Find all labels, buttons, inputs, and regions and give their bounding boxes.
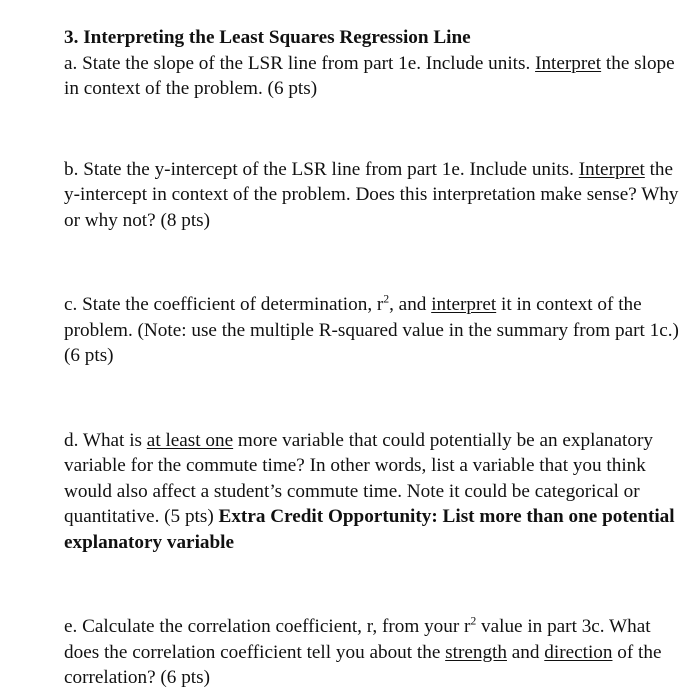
question-b-text-2: the y-intercept in context of the problem. Does this interpretation make sense? Why or why not? (8 pts)	[64, 158, 679, 231]
question-b	[64, 157, 686, 234]
question-c	[64, 292, 686, 369]
question-c-text-3: it in context of the problem. (Note: use the multiple R-squared value in the summary from part 1c.) (6 pts)	[64, 294, 679, 366]
question-c-underlined: interpret	[431, 294, 497, 315]
question-a-underlined: Interpret	[535, 52, 602, 74]
question-e-text-3: and	[506, 641, 545, 663]
question-d-extra-credit: Extra Credit Opportunity: List more than one potential explanatory variable	[64, 506, 675, 553]
question-a-text-2: the slope in context of the problem. (6 pts)	[64, 52, 675, 99]
question-a	[64, 51, 686, 102]
question-a-text-1: a. State the slope of the LSR line from part 1e. Include units.	[64, 52, 536, 74]
question-e-text-4: of the correlation? (6 pts)	[64, 641, 662, 688]
question-e-superscript: 2	[470, 615, 477, 628]
question-b-underlined: Interpret	[578, 158, 645, 180]
worksheet-section	[64, 25, 686, 691]
section-heading: 3. Interpreting the Least Squares Regression Line	[64, 27, 471, 48]
question-c-text-1: c. State the coefficient of determination, r	[64, 294, 384, 315]
question-b-text-1: b. State the y-intercept of the LSR line from part 1e. Include units.	[64, 158, 579, 180]
question-e-underlined-strength: strength	[445, 641, 507, 663]
question-d-underlined: at least one	[146, 429, 234, 451]
question-d	[64, 428, 686, 556]
question-e-text-2: value in part 3c. What does the correlation coefficient tell you about the	[64, 616, 651, 663]
question-e-text-1: e. Calculate the correlation coefficient, r, from your r	[64, 616, 471, 637]
question-c-text-2: , and	[389, 294, 432, 315]
question-d-text-2: more variable that could potentially be an explanatory variable for the commute time? In other words, list a variable that you think would also affect a student’s commute time. Note it could be categorical or quantitative. (5 pts)	[64, 429, 653, 527]
question-e	[64, 614, 686, 691]
question-e-underlined-direction: direction	[544, 641, 613, 663]
question-c-superscript: 2	[383, 293, 390, 306]
question-d-text-1: d. What is	[64, 429, 147, 451]
